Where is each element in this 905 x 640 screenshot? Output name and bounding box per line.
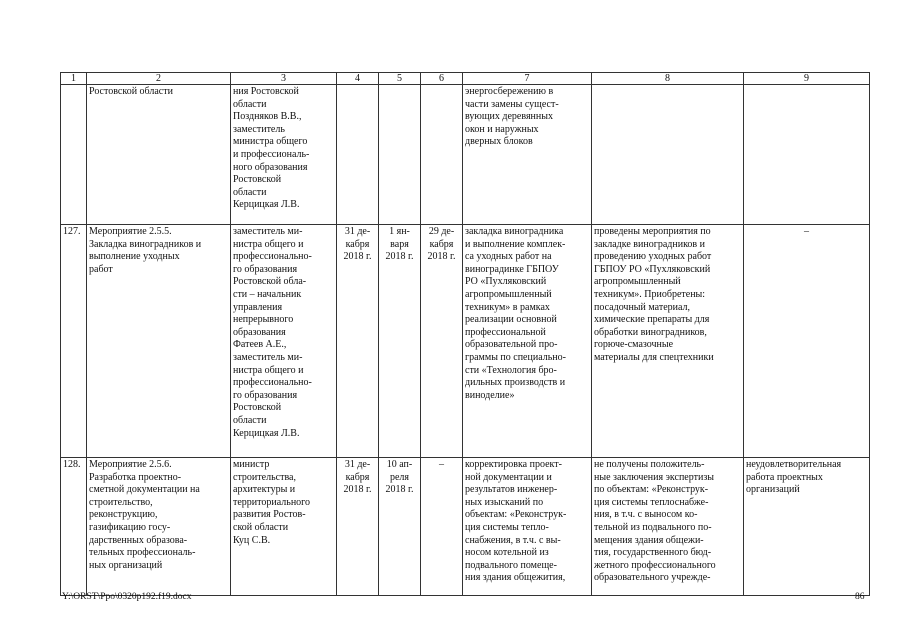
date-cell: 10 ап- реля 2018 г. [379, 458, 421, 596]
date-cell: 31 де- кабря 2018 г. [337, 225, 379, 458]
page-number: 86 [855, 592, 865, 602]
col-header: 3 [231, 73, 337, 85]
row-number: 128. [61, 458, 87, 596]
report-table [60, 72, 870, 596]
date-cell [421, 85, 463, 225]
date-cell: 1 ян- варя 2018 г. [379, 225, 421, 458]
date-cell [337, 85, 379, 225]
date-cell: – [421, 458, 463, 596]
planned-result-cell: закладка виноградника и выполнение комплек- са уходных работ на виноградинке ГБПОУ РО «Пухляковский агропромышленный техникум» в рамках реализации основной профессиональной образовательной про- граммы по специально- сти «Технология бро- дильных производств и виноделие» [463, 225, 592, 458]
event-cell: Мероприятие 2.5.6. Разработка проектно- сметной документации на строительство, реконструкцию, газификацию госу- дарственных образова- тельных профессиональ- ных организаций [87, 458, 231, 596]
date-cell [379, 85, 421, 225]
actual-result-cell: проведены мероприятия по закладке виноградников и проведению уходных работ ГБПОУ РО «Пухляковский агропромышленный техникум». Приобретены: посадочный материал, химические препараты для обработки виноградников, горюче-смазочные материалы для спецтехники [592, 225, 744, 458]
responsible-cell: заместитель ми- нистра общего и профессионально- го образования Ростовской обла- сти – начальник управления непрерывного образования Фатеев А.Е., заместитель ми- нистра общего и профессионально- го образования Ростовской области Керцицкая Л.В. [231, 225, 337, 458]
header-row [61, 73, 870, 85]
col-header: 9 [744, 73, 870, 85]
col-header: 4 [337, 73, 379, 85]
file-path: Y:\ORST\Ppo\0320p192.f19.docx [62, 592, 192, 602]
event-cell: Мероприятие 2.5.5. Закладка виноградников и выполнение уходных работ [87, 225, 231, 458]
reason-cell: – [744, 225, 870, 458]
col-header: 7 [463, 73, 592, 85]
reason-cell: неудовлетворительная работа проектных организаций [744, 458, 870, 596]
event-cell: Ростовской области [87, 85, 231, 225]
reason-cell [744, 85, 870, 225]
actual-result-cell: не получены положитель- ные заключения экспертизы по объектам: «Реконструк- ция системы теплоснабже- ния, в т.ч. с выносом ко- тельной из подвального по- мещения здания общежи- тия, государственного бюд- жетного профессионального образовательного учрежде- [592, 458, 744, 596]
planned-result-cell: корректировка проект- ной документации и результатов инженер- ных изысканий по объектам: «Реконструк- ция системы тепло- снабжения, в т.ч. с вы- носом котельной из подвального помеще- ния здания общежития, [463, 458, 592, 596]
table-row [61, 225, 870, 458]
responsible-cell: министр строительства, архитектуры и территориального развития Ростов- ской области Куц С.В. [231, 458, 337, 596]
date-cell: 29 де- кабря 2018 г. [421, 225, 463, 458]
responsible-cell: ния Ростовской области Поздняков В.В., заместитель министра общего и профессиональ- ного образования Ростовской области Керцицкая Л.В. [231, 85, 337, 225]
col-header: 6 [421, 73, 463, 85]
row-number: 127. [61, 225, 87, 458]
col-header: 1 [61, 73, 87, 85]
col-header: 8 [592, 73, 744, 85]
actual-result-cell [592, 85, 744, 225]
col-header: 2 [87, 73, 231, 85]
table-row [61, 85, 870, 225]
table-row [61, 458, 870, 596]
row-number [61, 85, 87, 225]
date-cell: 31 де- кабря 2018 г. [337, 458, 379, 596]
col-header: 5 [379, 73, 421, 85]
planned-result-cell: энергосбережению в части замены сущест- вующих деревянных окон и наружных дверных блоков [463, 85, 592, 225]
